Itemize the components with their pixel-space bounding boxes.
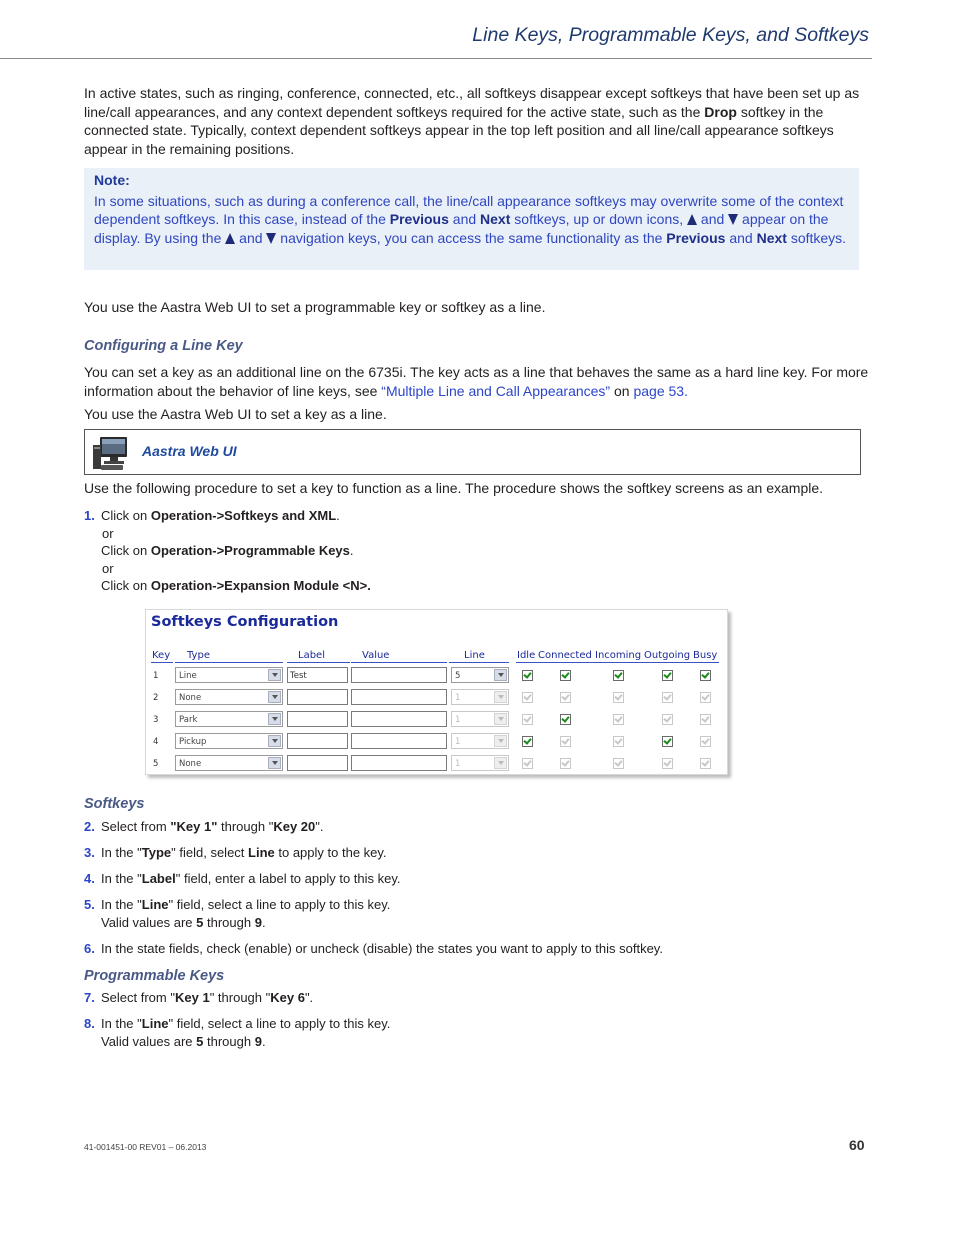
check-icon [561,736,569,745]
line-value: 1 [455,693,461,703]
type-select[interactable] [175,689,283,705]
state-checkbox-outgoing[interactable] [662,670,673,681]
check-icon [701,758,709,767]
page-53-link[interactable]: page 53. [633,382,688,399]
column-header-busy: Busy [693,650,718,661]
step-1 [84,507,801,595]
step-text: . [349,543,354,558]
check-icon [561,670,569,679]
value-term: 9 [254,914,262,930]
check-icon [701,670,709,679]
step-text: Valid values are [101,1033,197,1049]
chevron-down-icon[interactable] [268,669,281,681]
step-text: Valid values are [101,914,197,930]
state-checkbox-busy[interactable] [700,692,711,703]
state-checkbox-connected[interactable] [560,692,571,703]
computer-icon [91,435,129,471]
step-number: 2. [84,819,95,834]
note-label: Note: [94,172,130,188]
state-checkbox-incoming[interactable] [613,758,624,769]
step-6 [84,940,861,958]
type-select[interactable] [175,711,283,727]
or-text: or [102,560,114,576]
line-select[interactable] [451,733,509,749]
check-icon [614,736,622,745]
down-arrow-icon [266,233,276,244]
type-value: Line [179,671,197,681]
line-select[interactable] [451,689,509,705]
web-ui-callout [84,429,861,475]
page-header-title: Line Keys, Programmable Keys, and Softkeys [472,24,869,46]
type-select[interactable] [175,667,283,683]
line-value: 1 [455,715,461,725]
check-icon [663,692,671,701]
note-text: and [448,211,481,228]
value-input[interactable] [351,755,447,771]
progkeys-heading: Programmable Keys [84,968,225,984]
check-icon [663,736,671,745]
step-number: 4. [84,871,95,886]
menu-path: Operation->Expansion Module <N>. [150,578,371,593]
note-text: In some situations, such as during a conference call, the line/call appearance softkeys may overwrite some of the context dependent softkeys. In this case, instead of the [94,192,844,228]
step-text: through [203,1033,255,1049]
step-text: . [261,1033,266,1049]
header-underline [516,662,719,663]
check-icon [701,736,709,745]
note-box [84,168,859,270]
type-select[interactable] [175,733,283,749]
line-select[interactable] [451,667,509,683]
check-icon [614,692,622,701]
line-value: 1 [455,759,461,769]
chevron-down-icon[interactable] [268,713,281,725]
softkeys-heading: Softkeys [84,796,145,812]
next-term: Next [480,211,511,228]
step-number: 7. [84,990,95,1005]
state-checkbox-idle[interactable] [522,670,533,681]
step-text: through " [217,819,274,834]
value-input[interactable] [351,733,447,749]
chevron-down-icon[interactable] [268,757,281,769]
line-value: 5 [455,671,461,681]
step-text: " field, enter a label to apply to this key. [175,871,401,886]
check-icon [523,714,531,723]
header-underline [175,662,283,663]
type-select[interactable] [175,755,283,771]
state-checkbox-outgoing[interactable] [662,692,673,703]
key-term: Key 20 [273,819,316,834]
value-input[interactable] [351,667,447,683]
step-number: 6. [84,941,95,956]
label-input[interactable]: Test [287,667,348,683]
config-text: You can set a key as an additional line on the 6735i. The key acts as a line that behaves the same as a hard line key. For more information about the behavior of line keys, see [84,364,869,399]
drop-term: Drop [704,103,737,120]
check-icon [614,714,622,723]
type-value: Park [179,715,198,725]
state-checkbox-busy[interactable] [700,758,711,769]
step-number: 5. [84,897,95,912]
note-text: softkeys. [786,230,847,247]
field-term: Line [141,897,169,912]
config-paragraph [84,363,869,400]
state-checkbox-outgoing[interactable] [662,714,673,725]
step-3 [84,844,861,862]
value-term: 9 [254,1033,262,1049]
step-1-option-a [101,507,801,525]
note-text: softkeys, up or down icons, [510,211,688,228]
check-icon [663,714,671,723]
softkeys-config-screenshot [145,609,728,775]
note-text: and [725,230,757,247]
check-icon [561,692,569,701]
state-checkbox-idle[interactable] [522,692,533,703]
step-text: " field, select a line to apply to this key. [168,1016,391,1031]
check-icon [614,670,622,679]
header-underline [287,662,350,663]
down-arrow-icon [728,214,738,225]
state-checkbox-outgoing[interactable] [662,758,673,769]
key-number: 1 [153,671,159,681]
step-text: ". [304,990,314,1005]
chevron-down-icon[interactable] [494,757,507,769]
step-text: Select from [101,819,171,834]
note-text: and [235,230,267,247]
header-rule [0,58,872,59]
label-input[interactable] [287,755,348,771]
header-underline [449,662,509,663]
check-icon [701,714,709,723]
valid-values [101,1033,861,1051]
step-2 [84,818,861,836]
line-value: 1 [455,737,461,747]
step-text: . [336,508,340,523]
menu-path: Operation->Programmable Keys [150,543,350,558]
key-term: Key 1 [174,990,210,1005]
value-input[interactable] [351,711,447,727]
check-icon [523,692,531,701]
step-text: to apply to the key. [274,845,387,860]
value-term: Line [248,845,275,860]
previous-term: Previous [666,230,726,247]
step-1-option-b [101,542,801,560]
check-icon [561,758,569,767]
config-heading: Configuring a Line Key [84,338,243,354]
column-header-value: Value [362,650,390,661]
chevron-down-icon[interactable] [494,735,507,747]
state-checkbox-outgoing[interactable] [662,736,673,747]
step-number: 3. [84,845,95,860]
state-checkbox-incoming[interactable] [613,692,624,703]
state-checkbox-incoming[interactable] [613,736,624,747]
step-text: Click on [101,508,151,523]
state-checkbox-busy[interactable] [700,670,711,681]
note-text: and [697,211,729,228]
check-icon [523,736,531,745]
step-text: In the state fields, check (enable) or uncheck (disable) the states you want to apply to this softkey. [101,941,663,956]
multiple-line-link[interactable]: “Multiple Line and Call Appearances” [381,382,611,399]
step-text: Click on [101,578,151,593]
state-checkbox-idle[interactable] [522,714,533,725]
note-text: navigation keys, you can access the same functionality as the [276,230,667,247]
config-paragraph-2: You use the Aastra Web UI to set a key as a line. [84,406,387,422]
key-term: "Key 1" [170,819,218,834]
line-select[interactable] [451,711,509,727]
column-header-incoming: Incoming [595,650,642,661]
key-number: 3 [153,715,159,725]
column-header-idle: Idle [517,650,536,661]
step-text: In the " [101,845,142,860]
intro-text: In active states, such as ringing, conference, connected, etc., all softkeys disappear except softkeys that have been set up as line/call appearances, and any context dependent softkeys required for the active state, such as the [84,85,860,120]
step-text: through [203,914,255,930]
step-text: " field, select a line to apply to this key. [168,897,391,912]
step-number: 1. [84,508,95,523]
step-text: " through " [209,990,271,1005]
column-header-key: Key [152,650,171,661]
value-term: 5 [196,914,204,930]
state-checkbox-busy[interactable] [700,736,711,747]
check-icon [561,714,569,723]
up-arrow-icon [225,233,235,244]
previous-term: Previous [389,211,449,228]
chevron-down-icon[interactable] [268,691,281,703]
field-term: Label [141,871,176,886]
column-header-connected: Connected [538,650,592,661]
softkeys-config-title: Softkeys Configuration [151,614,339,630]
state-checkbox-busy[interactable] [700,714,711,725]
step-number: 8. [84,1016,95,1031]
step-4 [84,870,861,888]
chevron-down-icon[interactable] [494,713,507,725]
next-term: Next [756,230,787,247]
check-icon [663,670,671,679]
step-text: In the " [101,1016,142,1031]
intro-text-end: softkey in the connected state. Typically, context dependent softkeys appear in the top left position and all line/call appearance softkeys appear in the remaining positions. [84,103,834,157]
field-term: Line [141,1016,169,1031]
state-checkbox-connected[interactable] [560,758,571,769]
step-text: In the " [101,871,142,886]
step-text: Select from " [101,990,175,1005]
column-header-label: Label [298,650,325,661]
document-code: 41-001451-00 REV01 – 06.2013 [84,1142,207,1152]
chevron-down-icon[interactable] [494,669,507,681]
state-checkbox-idle[interactable] [522,736,533,747]
label-input[interactable] [287,733,348,749]
column-header-outgoing: Outgoing [644,650,691,661]
value-term: 5 [196,1033,204,1049]
field-term: Type [141,845,172,860]
step-text: ". [315,819,324,834]
column-header-type: Type [187,650,210,661]
step-1-option-c [101,577,801,595]
intro-paragraph [84,84,869,158]
type-value: None [179,759,202,769]
web-ui-label: Aastra Web UI [142,443,237,459]
key-number: 4 [153,737,159,747]
valid-values [101,914,861,932]
key-number: 5 [153,759,159,769]
header-underline [151,662,173,663]
check-icon [523,670,531,679]
state-checkbox-connected[interactable] [560,670,571,681]
label-input[interactable] [287,711,348,727]
menu-path: Operation->Softkeys and XML [150,508,337,523]
procedure-intro: Use the following procedure to set a key to function as a line. The procedure shows the softkey screens as an example. [84,480,824,496]
state-checkbox-idle[interactable] [522,758,533,769]
or-text: or [102,525,114,541]
state-checkbox-incoming[interactable] [613,714,624,725]
page-number: 60 [849,1137,865,1153]
header-underline [351,662,447,663]
step-text: Click on [101,543,151,558]
step-8 [84,1015,861,1050]
step-text: In the " [101,897,142,912]
state-checkbox-connected[interactable] [560,736,571,747]
line-select[interactable] [451,755,509,771]
column-header-line: Line [464,650,485,661]
key-number: 2 [153,693,159,703]
chevron-down-icon[interactable] [494,691,507,703]
type-value: Pickup [179,737,207,747]
step-5 [84,896,861,931]
line-intro: You use the Aastra Web UI to set a programmable key or softkey as a line. [84,299,546,315]
step-7 [84,989,861,1007]
up-arrow-icon [687,214,697,225]
state-checkbox-connected[interactable] [560,714,571,725]
note-text: appear on the display. By using the [94,211,829,247]
check-icon [523,758,531,767]
step-text: . [261,914,266,930]
state-checkbox-incoming[interactable] [613,670,624,681]
label-input[interactable] [287,689,348,705]
type-value: None [179,693,202,703]
check-icon [614,758,622,767]
step-text: " field, select [171,845,249,860]
key-term: Key 6 [270,990,305,1005]
check-icon [663,758,671,767]
value-input[interactable] [351,689,447,705]
check-icon [701,692,709,701]
config-text: on [610,382,634,399]
chevron-down-icon[interactable] [268,735,281,747]
